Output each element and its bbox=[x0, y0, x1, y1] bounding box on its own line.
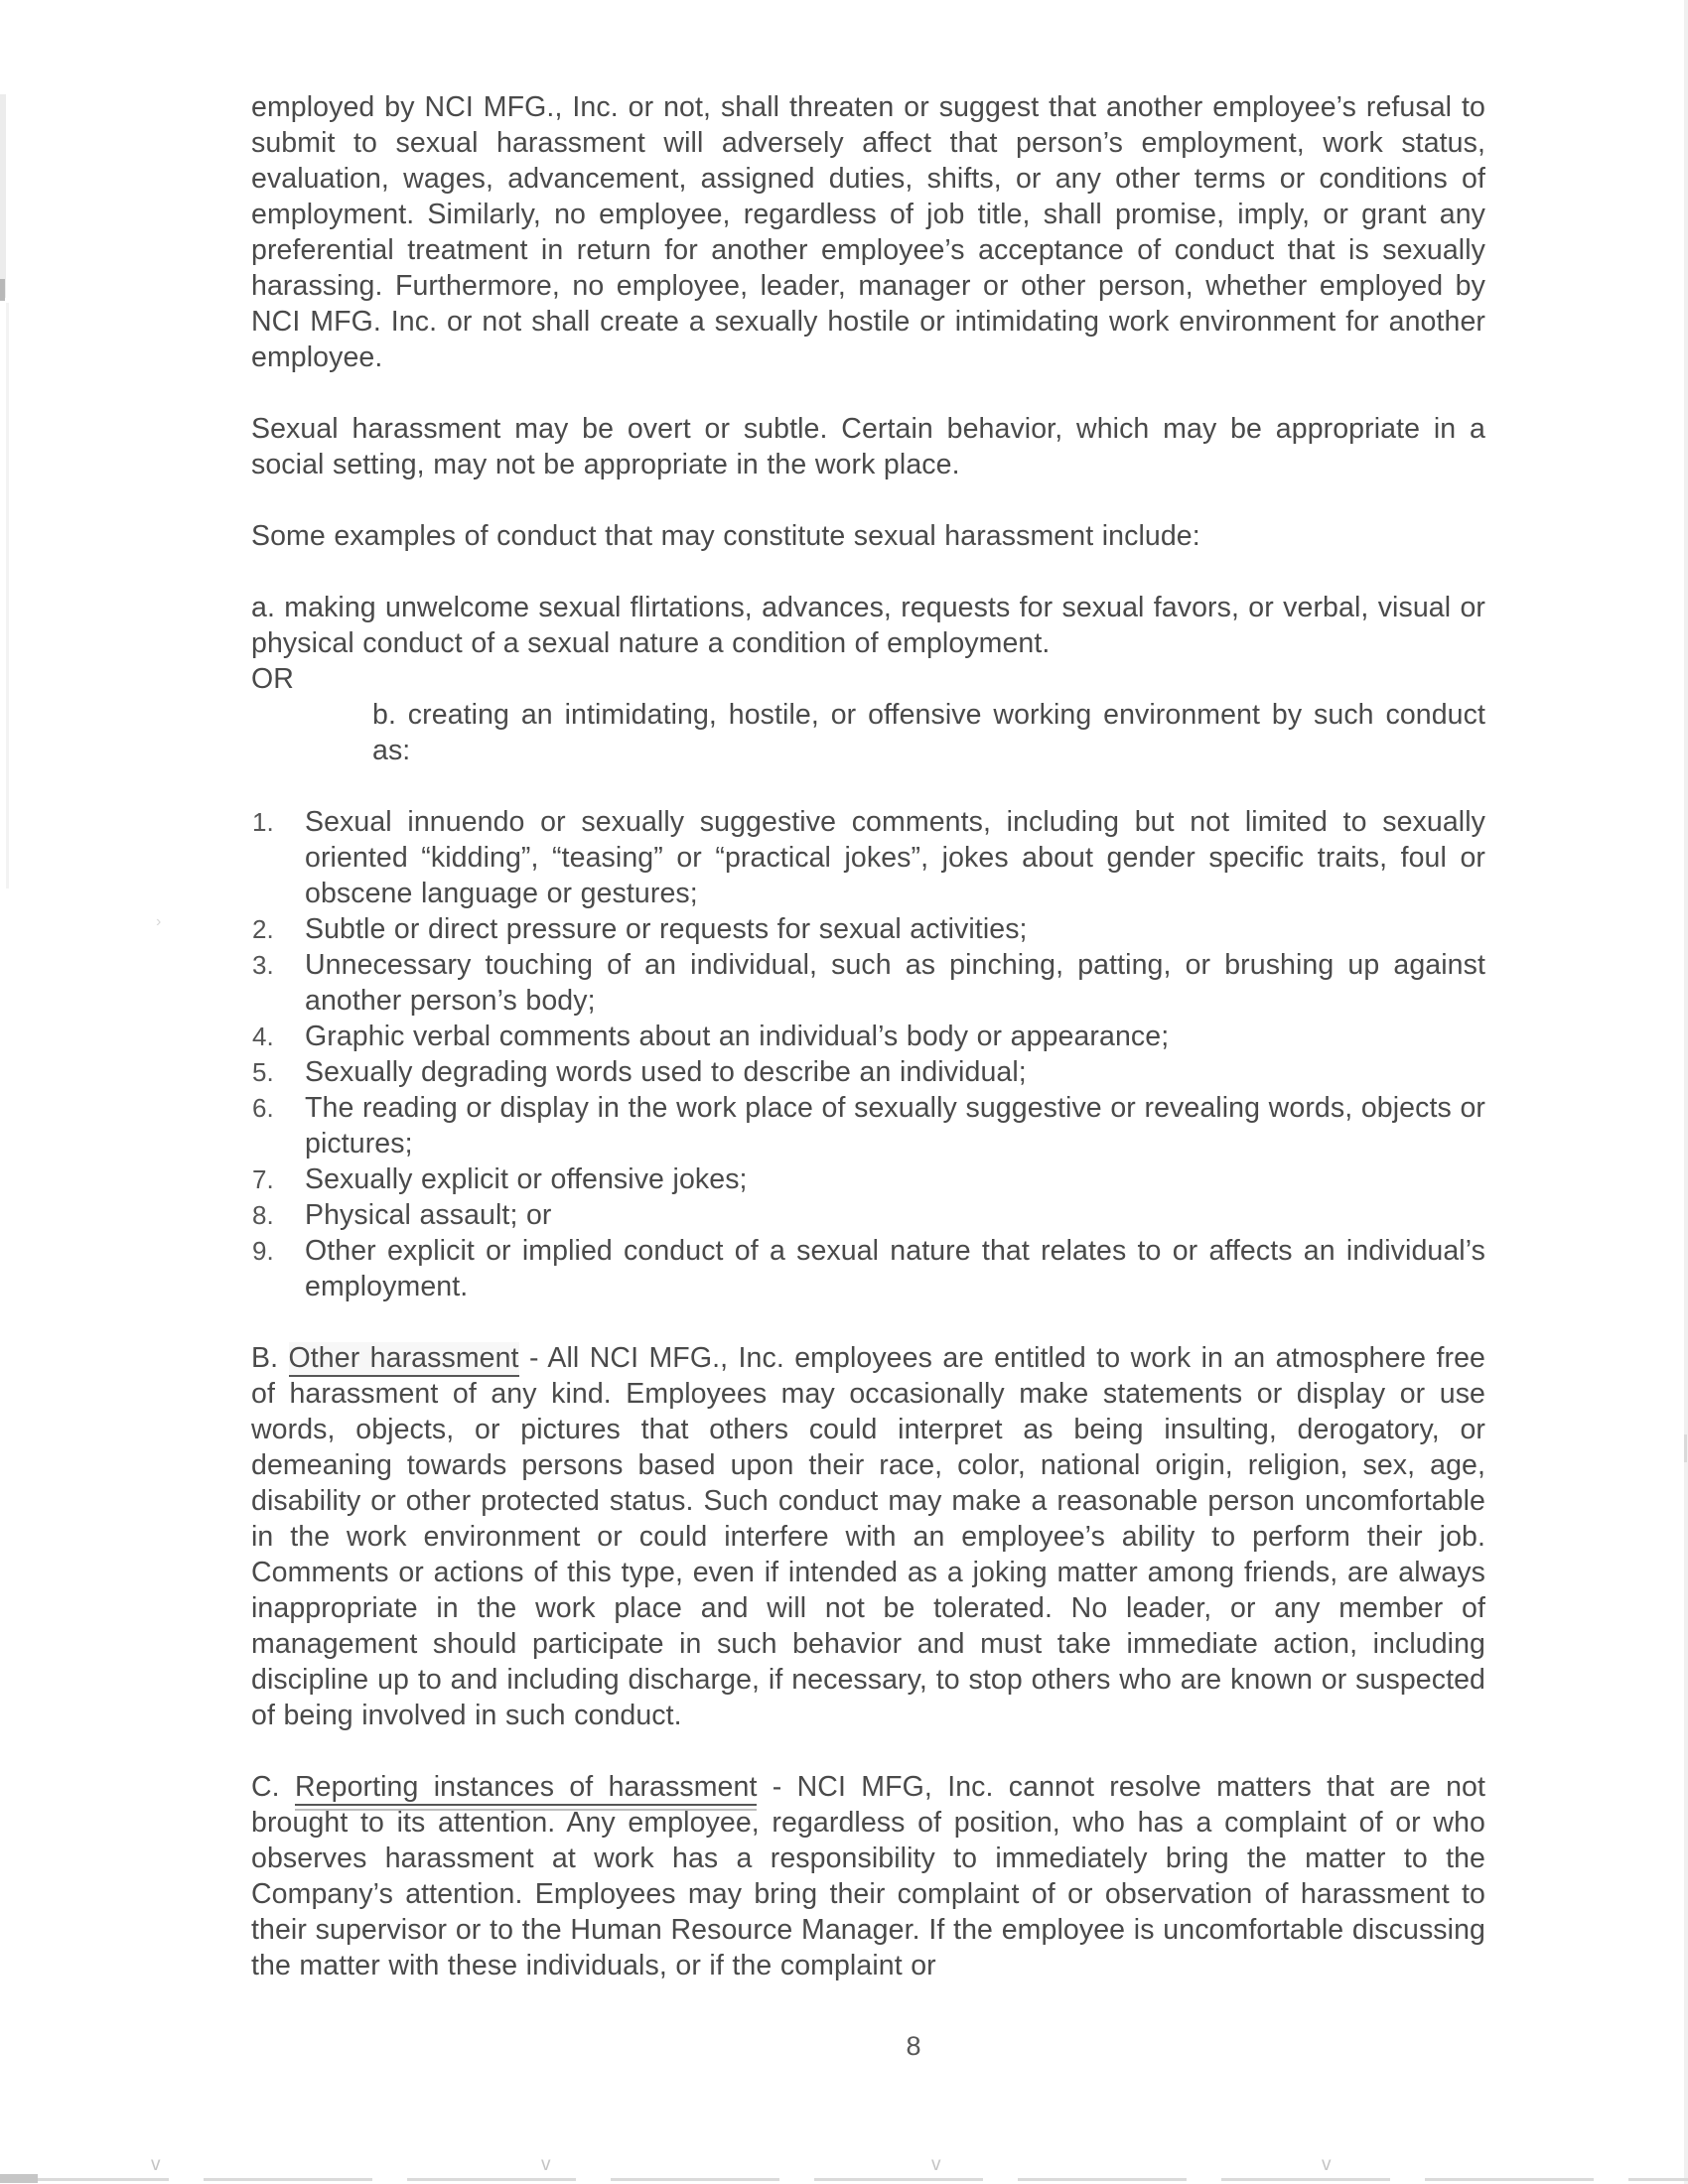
list-item bbox=[251, 1019, 1485, 1054]
list-item-number: 5. bbox=[252, 1057, 274, 1087]
section-b-body: - All NCI MFG., Inc. employees are entitled to work in an atmosphere free of harassment of any kind. Employees may occasionally make statements or display or use words, objects, or pictures that others could interpret as being insulting, derogatory, or demeaning towards persons based upon their race, color, national origin, religion, sex, age, disability or other protected status. Such conduct may make a reasonable person uncomfortable in the work environment or could interfere with an employee’s ability to perform their job. Comments or actions of this type, even if intended as a joking matter among friends, are always inappropriate in the work place and will not be tolerated. No leader, or any member of management should participate in such behavior and must take immediate action, including discipline up to and including discharge, if necessary, to stop others who are known or suspected of being involved in such conduct. bbox=[251, 1342, 1485, 1731]
paragraph-overt-or-subtle: Sexual harassment may be overt or subtle. Certain behavior, which may be appropriate in a social setting, may not be appropriate in the work place. bbox=[251, 413, 1485, 480]
list-item bbox=[251, 1054, 1485, 1090]
scan-artifact-bottom-corner bbox=[0, 2174, 38, 2183]
list-item-number: 4. bbox=[252, 1022, 274, 1051]
section-c-paragraph bbox=[251, 1769, 1485, 1983]
list-item bbox=[251, 911, 1485, 947]
list-item-number: 3. bbox=[252, 950, 274, 980]
section-b-paragraph bbox=[251, 1340, 1485, 1733]
list-item-text: Unnecessary touching of an individual, such as pinching, patting, or brushing up against another person’s body; bbox=[305, 949, 1485, 1017]
list-item-text: Sexually degrading words used to describe an individual; bbox=[305, 1056, 1027, 1088]
list-item-number: 8. bbox=[252, 1200, 274, 1230]
list-item bbox=[251, 947, 1485, 1019]
scan-artifact-tick-mark: v bbox=[151, 2154, 161, 2175]
list-item-number: 7. bbox=[252, 1164, 274, 1194]
page-number: 8 bbox=[906, 2031, 921, 2061]
list-item-text: Other explicit or implied conduct of a sexual nature that relates to or affects an individual’s employment. bbox=[305, 1235, 1485, 1302]
sub-item-b: b. creating an intimidating, hostile, or offensive working environment by such conduct as: bbox=[372, 699, 1485, 766]
section-c-heading-underline-outer bbox=[295, 1771, 757, 1811]
list-item-text: Graphic verbal comments about an individual’s body or appearance; bbox=[305, 1021, 1170, 1052]
harassment-examples-list bbox=[251, 804, 1485, 1304]
scan-artifact-tick-mark: v bbox=[541, 2154, 551, 2175]
scan-artifact-left-edge-mark bbox=[0, 279, 5, 301]
section-b-heading: Other harassment bbox=[289, 1342, 519, 1377]
scan-artifact-margin-speck: › bbox=[156, 913, 162, 930]
section-c-heading: Reporting instances of harassment bbox=[295, 1771, 757, 1806]
scan-artifact-right-edge-line bbox=[1684, 0, 1688, 2184]
list-item-number: 2. bbox=[252, 914, 274, 944]
scan-artifact-tick-mark: v bbox=[1322, 2154, 1332, 2175]
list-item-number: 6. bbox=[252, 1093, 274, 1123]
document-body bbox=[251, 89, 1485, 1983]
list-item-text: Sexually explicit or offensive jokes; bbox=[305, 1163, 748, 1195]
scan-artifact-left-edge-streak bbox=[0, 94, 6, 298]
list-item-text: The reading or display in the work place of sexually suggestive or revealing words, objects or pictures; bbox=[305, 1092, 1485, 1160]
list-item-number: 1. bbox=[252, 807, 274, 837]
list-item bbox=[251, 1161, 1485, 1197]
section-c-prefix: C. bbox=[251, 1771, 295, 1803]
paragraph-intro-continuation: employed by NCI MFG., Inc. or not, shall threaten or suggest that another employee’s refusal to submit to sexual harassment will adversely affect that person’s employment, work status, evaluation, wages, advancement, assigned duties, shifts, or any other terms or conditions of employment. Similarly, no employee, regardless of job title, shall promise, imply, or grant any preferential treatment in return for another employee’s acceptance of conduct that is sexually harassing. Furthermore, no employee, leader, manager or other person, whether employed by NCI MFG. Inc. or not shall create a sexually hostile or intimidating work environment for another employee. bbox=[251, 91, 1485, 373]
list-item-text: Subtle or direct pressure or requests for sexual activities; bbox=[305, 913, 1028, 945]
scan-artifact-right-edge-tick bbox=[1684, 1434, 1687, 1462]
list-item bbox=[251, 1233, 1485, 1304]
list-item bbox=[251, 1197, 1485, 1233]
list-item bbox=[251, 804, 1485, 911]
list-item-text: Sexual innuendo or sexually suggestive comments, including but not limited to sexually oriented “kidding”, “teasing” or “practical jokes”, jokes about gender specific traits, foul or obscene language or gestures; bbox=[305, 806, 1485, 909]
scan-artifact-left-edge-faint bbox=[6, 303, 9, 888]
list-item bbox=[251, 1090, 1485, 1161]
sub-item-a: a. making unwelcome sexual flirtations, advances, requests for sexual favors, or verbal, visual or physical conduct of a sexual nature a condition of employment. bbox=[251, 592, 1485, 659]
section-b-prefix: B. bbox=[251, 1342, 289, 1374]
or-connector: OR bbox=[251, 663, 294, 695]
paragraph-examples-lead-in: Some examples of conduct that may constitute sexual harassment include: bbox=[251, 520, 1200, 552]
scan-artifact-bottom-scan-line bbox=[0, 2178, 1688, 2181]
scan-artifact-tick-mark: v bbox=[931, 2154, 941, 2175]
list-item-number: 9. bbox=[252, 1236, 274, 1266]
list-item-text: Physical assault; or bbox=[305, 1199, 552, 1231]
section-c-body: - NCI MFG, Inc. cannot resolve matters that are not brought to its attention. Any employee, regardless of position, who has a complaint of or who observes harassment at work has a responsibility to immediately bring the matter to the Company’s attention. Employees may bring their complaint of or observation of harassment to their supervisor or to the Human Resource Manager. If the employee is uncomfortable discussing the matter with these individuals, or if the complaint or bbox=[251, 1771, 1486, 1981]
